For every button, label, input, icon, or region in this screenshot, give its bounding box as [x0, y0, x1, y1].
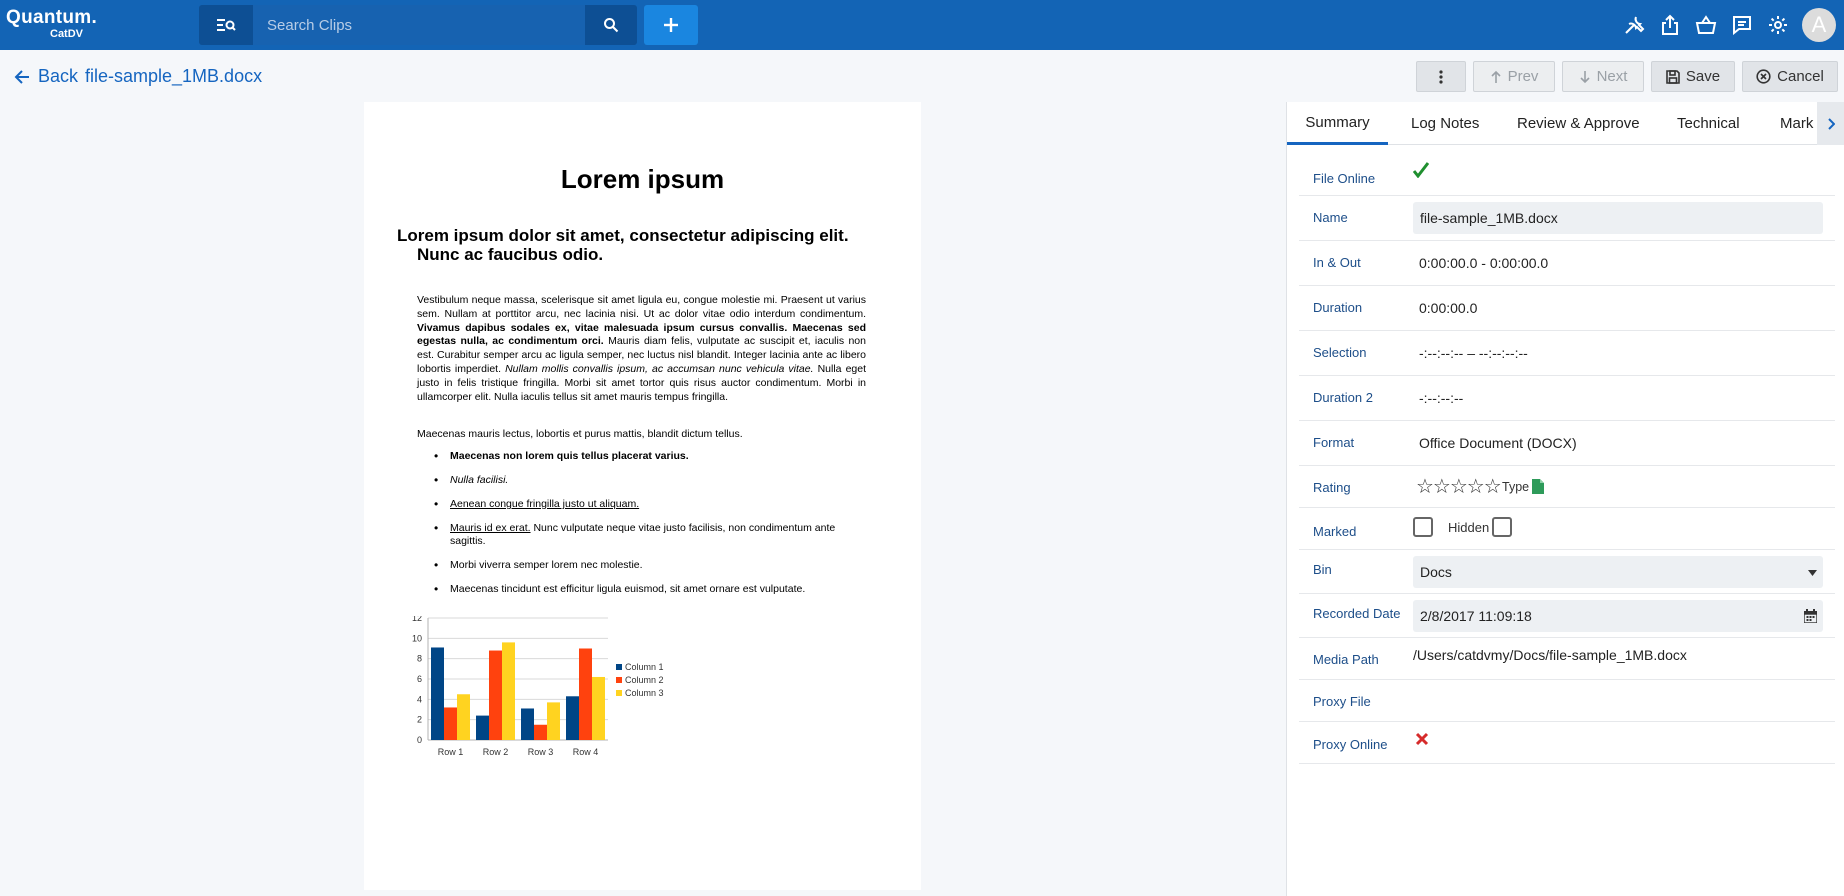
cross-icon	[1415, 732, 1429, 746]
cancel-label: Cancel	[1777, 68, 1824, 85]
field-name	[1299, 196, 1835, 241]
avatar[interactable]: A	[1802, 8, 1836, 42]
chart-bar	[566, 696, 579, 740]
tab-summary[interactable]: Summary	[1287, 102, 1388, 145]
field-proxy-online	[1299, 722, 1835, 764]
arrow-left-icon	[14, 69, 30, 85]
chart-x-tick-label: Row 1	[437, 747, 464, 757]
chart-bar	[457, 694, 470, 740]
media-path-value: /Users/catdvmy/Docs/file-sample_1MB.docx	[1413, 647, 1687, 663]
document-viewer[interactable]	[0, 102, 1285, 896]
logo-main-text: Quantum.	[6, 7, 98, 28]
chart-y-tick-label: 4	[416, 694, 422, 705]
list-item: • Morbi viverra semper lorem nec molestie.	[434, 559, 866, 572]
gear-icon	[1768, 15, 1788, 35]
field-rating	[1299, 466, 1835, 508]
field-marked	[1299, 508, 1835, 550]
chart-legend-label: Column 2	[625, 675, 664, 685]
save-label: Save	[1685, 68, 1721, 85]
in-out-label: In & Out	[1313, 255, 1361, 270]
duration-2-label: Duration 2	[1313, 390, 1373, 405]
file-online-label: File Online	[1313, 171, 1376, 186]
chat-icon	[1732, 15, 1752, 35]
chart-legend-swatch	[616, 677, 622, 683]
media-path-label: Media Path	[1313, 652, 1379, 667]
arrow-up-icon	[1490, 70, 1502, 84]
chevron-down-icon	[1808, 570, 1817, 576]
hidden-label: Hidden	[1448, 520, 1490, 535]
chart-x-tick-label: Row 4	[572, 747, 599, 757]
tab-bar	[1287, 102, 1844, 145]
basket-button[interactable]	[1688, 0, 1724, 50]
field-duration-2	[1299, 376, 1835, 421]
field-in-out	[1299, 241, 1835, 286]
chart-x-tick-label: Row 3	[527, 747, 554, 757]
calendar-icon[interactable]	[1804, 609, 1817, 623]
type-label: Type	[1502, 480, 1530, 494]
chart-bar	[489, 651, 502, 740]
field-proxy-file	[1299, 680, 1835, 722]
chart-y-tick-label: 2	[416, 714, 422, 725]
duration-label: Duration	[1313, 300, 1363, 315]
list-item: • Nulla facilisi.	[434, 474, 866, 487]
prev-label: Prev	[1507, 68, 1539, 85]
recorded-date-label: Recorded Date	[1313, 606, 1401, 621]
floppy-disk-icon	[1666, 70, 1680, 84]
recorded-date-field[interactable]	[1413, 600, 1823, 632]
proxy-online-label: Proxy Online	[1313, 737, 1388, 752]
field-media-path	[1299, 638, 1835, 680]
selection-label: Selection	[1313, 345, 1367, 360]
chart-legend-swatch	[616, 664, 622, 670]
bin-select[interactable]	[1413, 556, 1823, 588]
bin-value: Docs	[1420, 564, 1452, 580]
tab-review-approve[interactable]: Review & Approve	[1517, 115, 1640, 132]
recorded-date-value: 2/8/2017 11:09:18	[1420, 608, 1532, 624]
tab-markers[interactable]: Mark	[1780, 115, 1814, 132]
in-out-value: 0:00:00.0 - 0:00:00.0	[1419, 255, 1549, 271]
format-value: Office Document (DOCX)	[1419, 435, 1577, 451]
sub-toolbar	[0, 50, 1844, 102]
bin-label: Bin	[1313, 562, 1332, 577]
more-options-button[interactable]	[1416, 61, 1466, 92]
cancel-button[interactable]	[1742, 61, 1838, 92]
chart-legend-label: Column 1	[625, 662, 664, 672]
messages-button[interactable]	[1724, 0, 1760, 50]
rating-stars[interactable]: ☆☆☆☆☆	[1416, 476, 1501, 498]
field-file-online	[1299, 156, 1835, 196]
list-item: • Aenean congue fringilla justo ut aliquam.	[434, 498, 866, 511]
back-button[interactable]	[14, 66, 78, 87]
chart-x-tick-label: Row 2	[482, 747, 509, 757]
settings-button[interactable]	[1760, 0, 1796, 50]
doc-bar-chart	[400, 616, 720, 776]
chart-bar	[534, 725, 547, 740]
filter-search-icon	[216, 17, 236, 33]
chart-bar	[547, 702, 560, 740]
marked-checkbox[interactable]	[1413, 517, 1433, 537]
chart-legend-label: Column 3	[625, 688, 664, 698]
chart-y-tick-label: 8	[416, 653, 422, 664]
duration-value: 0:00:00.0	[1419, 300, 1478, 316]
wrench-icon	[1623, 14, 1645, 36]
back-label: Back	[38, 66, 79, 86]
checkmark-icon	[1413, 162, 1429, 178]
search-button[interactable]	[585, 5, 637, 45]
doc-paragraph: Vestibulum neque massa, scelerisque sit amet ligula eu, congue molestie mi. Praesent ut varius sem. Nullam at porttitor arcu, nec lacinia nisi. Ut ac dolor vitae odio interdum condimentum. Vivamus dapibus sodales ex, vitae malesuada ipsum cursus convallis. Maecenas sed egestas nulla, ac condimentum orci. Mauris diam felis, vulputate ac suscipit et, iaculis non est. Curabitur semper arcu ac ligula semper, nec luctus nisl blandit. Integer lacinia ante ac libero lobortis imperdiet. Nullam mollis convallis ipsum, ac accumsan nunc vehicula vitae. Nulla eget justo in felis tristique fringilla. Morbi sit amet tortor quis risus auctor condimentum. Morbi in ullamcorper elit. Nulla iaculis tellus sit amet mauris tempus fringilla.	[417, 294, 867, 403]
hidden-checkbox[interactable]	[1492, 517, 1512, 537]
duration-2-value: -:--:--:--	[1419, 390, 1464, 406]
top-bar	[0, 0, 1844, 50]
next-button[interactable]	[1562, 61, 1644, 92]
doc-paragraph-2: Maecenas mauris lectus, lobortis et purus mattis, blandit dictum tellus.	[417, 428, 743, 440]
search-icon	[603, 17, 619, 33]
chart-bar	[444, 707, 457, 740]
field-selection	[1299, 331, 1835, 376]
chart-y-tick-label: 10	[411, 633, 422, 644]
chart-bar	[431, 647, 444, 740]
save-button[interactable]	[1651, 61, 1735, 92]
chart-legend-swatch	[616, 690, 622, 696]
name-label: Name	[1313, 210, 1348, 225]
chart-y-tick-label: 0	[416, 735, 422, 745]
marked-label: Marked	[1313, 524, 1357, 539]
rating-label: Rating	[1313, 480, 1351, 495]
search-input[interactable]	[253, 5, 585, 45]
chart-bar	[476, 716, 489, 740]
field-duration	[1299, 286, 1835, 331]
share-icon	[1660, 14, 1680, 36]
chart-bar	[579, 649, 592, 741]
chart-bar	[521, 708, 534, 740]
share-button[interactable]	[1652, 0, 1688, 50]
selection-value: -:--:--:-- – --:--:--:--	[1419, 345, 1528, 361]
action-buttons	[1416, 61, 1838, 92]
chart-y-tick-label: 6	[416, 674, 422, 684]
doc-bullet-list	[434, 450, 866, 607]
tools-button[interactable]	[1616, 0, 1652, 50]
file-type-icon	[1532, 479, 1544, 494]
tab-log-notes[interactable]: Log Notes	[1411, 115, 1480, 132]
doc-title: Lorem ipsum	[560, 164, 725, 194]
list-item: • Maecenas non lorem quis tellus placerat varius.	[434, 450, 866, 463]
field-bin	[1299, 550, 1835, 594]
tabs-scroll-right-button[interactable]	[1817, 102, 1844, 145]
plus-icon	[663, 17, 679, 33]
page-title: file-sample_1MB.docx	[85, 66, 263, 86]
format-label: Format	[1313, 435, 1355, 450]
document-page	[364, 102, 921, 890]
chevron-right-icon	[1827, 118, 1835, 130]
chart-bar	[592, 677, 605, 740]
kebab-menu-icon	[1439, 70, 1443, 84]
search-bar	[199, 5, 637, 45]
logo-sub-text: CatDV	[50, 28, 84, 40]
chart-y-tick-label: 12	[411, 616, 422, 623]
tab-technical[interactable]: Technical	[1677, 115, 1740, 132]
field-format	[1299, 421, 1835, 466]
quantum-logo[interactable]	[6, 8, 97, 40]
name-field[interactable]: file-sample_1MB.docx	[1413, 202, 1823, 234]
search-filter-button[interactable]	[199, 5, 253, 45]
arrow-down-icon	[1579, 70, 1591, 84]
doc-heading: Lorem ipsum dolor sit amet, consectetur adipiscing elit. Nunc ac faucibus odio.	[397, 226, 849, 264]
chart-bar	[502, 642, 515, 740]
top-icons	[1616, 0, 1844, 50]
prev-button[interactable]	[1473, 61, 1555, 92]
proxy-file-label: Proxy File	[1313, 694, 1371, 709]
field-recorded-date	[1299, 594, 1835, 638]
add-button[interactable]	[644, 5, 698, 45]
next-label: Next	[1596, 68, 1628, 85]
list-item: • Maecenas tincidunt est efficitur ligula euismod, sit amet ornare est vulputate.	[434, 583, 866, 596]
cancel-circle-icon	[1756, 69, 1771, 84]
details-panel	[1286, 102, 1844, 896]
basket-icon	[1695, 15, 1717, 35]
list-item: • Mauris id ex erat. Nunc vulputate neque vitae justo facilisis, non condimentum ante sagittis.	[434, 522, 866, 548]
